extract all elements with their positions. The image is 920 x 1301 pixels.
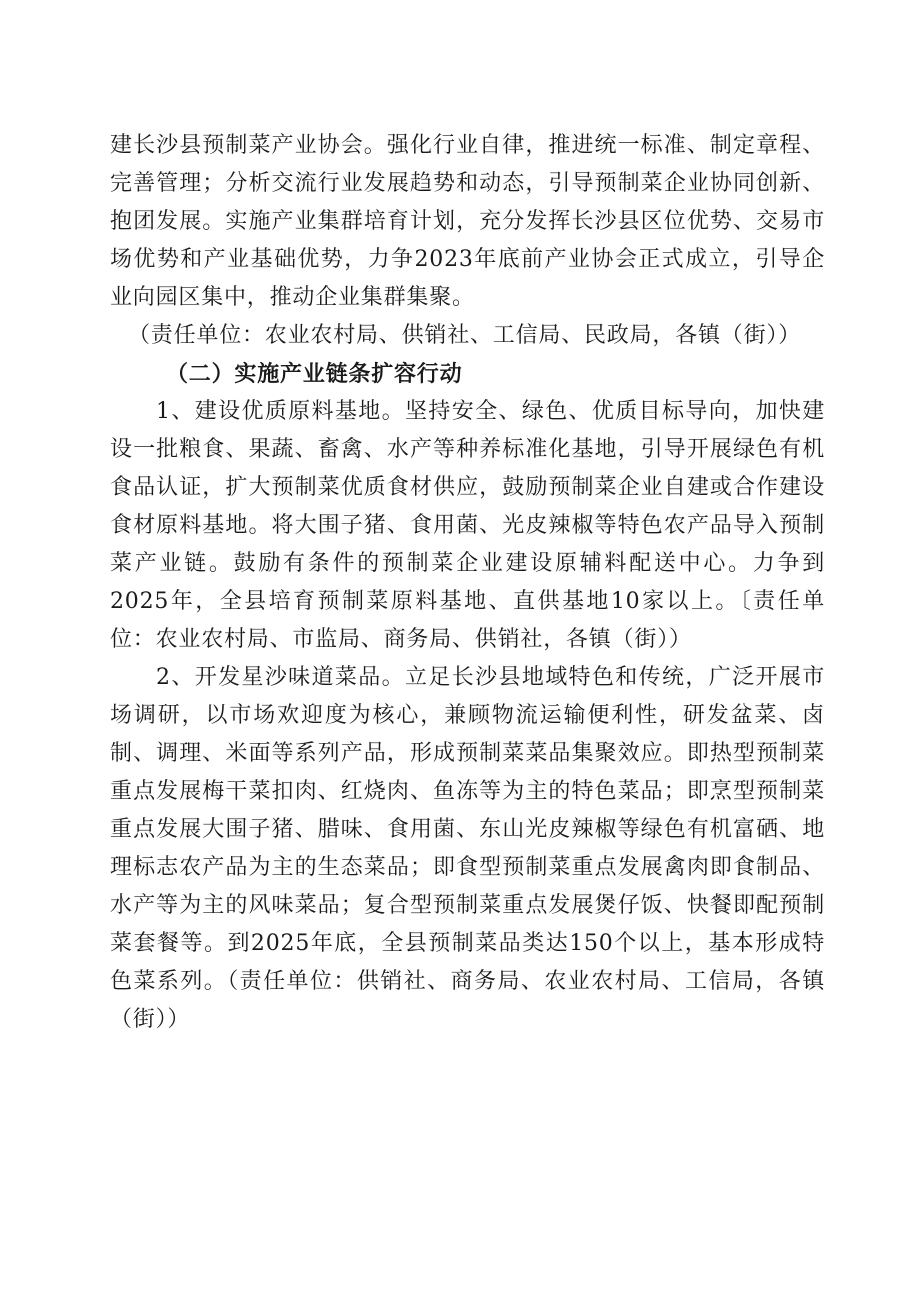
section-heading: （二）实施产业链条扩容行动 (166, 361, 463, 387)
responsibility-note: （责任单位：农业农村局、供销社、工信局、民政局，各镇（街）） (128, 323, 802, 348)
paragraph-continued: 建长沙县预制菜产业协会。强化行业自律，推进统一标准、制定章程、完善管理；分析交流行业发展趋势和动态，引导预制菜企业协同创新、抱团发展。实施产业集群培育计划，充分发挥长沙县区位优势、交易市场优势和产业基础优势，力争2023年底前产业协会正式成立，引导企业向园区集中，推动企业集群集聚。 (110, 133, 825, 310)
item-2-paragraph: 2、开发星沙味道菜品。立足长沙县地域特色和传统，广泛开展市场调研，以市场欢迎度为核心，兼顾物流运输便利性，研发盆菜、卤制、调理、米面等系列产品，形成预制菜菜品集聚效应。即热型预制菜重点发展梅干菜扣肉、红烧肉、鱼冻等为主的特色菜品；即烹型预制菜重点发展大围子猪、腊味、食用菌、东山光皮辣椒等绿色有机富硒、地理标志农产品为主的生态菜品；即食型预制菜重点发展禽肉即食制品、水产等为主的风味菜品；复合型预制菜重点发展煲仔饭、快餐即配预制菜套餐等。到2025年底，全县预制菜品类达150个以上，基本形成特色菜系列。（责任单位：供销社、商务局、农业农村局、工信局，各镇（街）） (110, 665, 825, 1032)
item-1-paragraph: 1、建设优质原料基地。坚持安全、绿色、优质目标导向，加快建设一批粮食、果蔬、畜禽、水产等种养标准化基地，引导开展绿色有机食品认证，扩大预制菜优质食材供应，鼓励预制菜企业自建或合作建设食材原料基地。将大围子猪、食用菌、光皮辣椒等特色农产品导入预制菜产业链。鼓励有条件的预制菜企业建设原辅料配送中心。力争到2025年，全县培育预制菜原料基地、直供基地10家以上。〔责任单位：农业农村局、市监局、商务局、供销社，各镇（街）） (110, 399, 825, 652)
document-page (110, 127, 825, 1039)
